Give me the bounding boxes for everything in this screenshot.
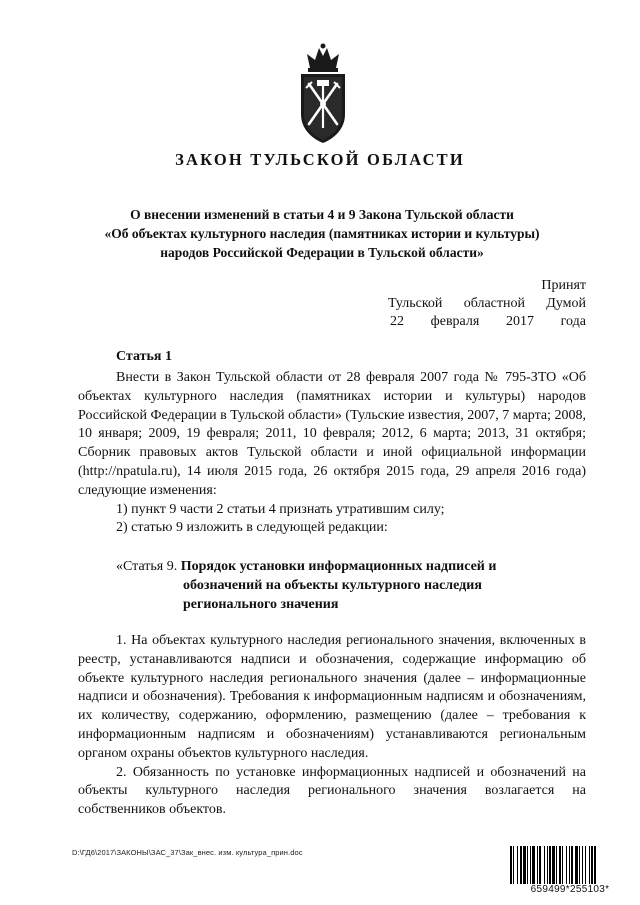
date-day: 22 [390, 314, 404, 329]
law-title: ЗАКОН ТУЛЬСКОЙ ОБЛАСТИ [175, 150, 465, 169]
date-suffix: года [560, 314, 586, 329]
date-year: 2017 [505, 314, 534, 329]
article-9-paragraph-1: 1. На объектах культурного наследия регионального значения, включенных в реестр, устанавливаются надписи и обозначения, содержащие информацию об объекте культурного наследия регионального значения (далее – информационные надписи и обозначения). Требования к информационным надписям и обозначениям, их количеству, содержанию, оформлению, размещению (далее – требования к информационным надписям и обозначениям) устанавливаются региональным органом охраны объектов культурного наследия. [78, 633, 586, 761]
article-9-prefix: «Статья 9. [116, 559, 178, 574]
tula-coat-of-arms-icon [293, 42, 353, 146]
adopted-word: областной [463, 296, 525, 311]
article-1-item-1: 1) пункт 9 части 2 статьи 4 признать утратившим силу; [116, 501, 445, 517]
adopted-by [388, 295, 586, 313]
adopted-label: Принят [541, 278, 586, 293]
article-9-body [78, 632, 586, 820]
article-1-intro: Внести в Закон Тульской области от 28 февраля 2007 года № 795-ЗТО «Об объектах культурного наследия (памятниках истории и культуры) народов Российской Федерации в Тульской области» (Тульские известия, 2007, 7 марта; 2008, 10 января; 2009, 19 февраля; 2011, 10 февраля; 2012, 6 марта; 2013, 31 октября; Сборник правовых актов Тульской области и иной официальной информации (http://npatula.ru), 14 июля 2015 года, 26 октября 2015 года, 29 апреля 2016 года) следующие изменения: [78, 370, 586, 498]
subject-line: О внесении изменений в статьи 4 и 9 Закона Тульской области [130, 207, 514, 222]
adoption-block [388, 277, 586, 331]
article-9-heading [116, 557, 496, 614]
article-9-title-line: Порядок установки информационных надписей и [180, 559, 497, 574]
adopted-word: Думой [546, 296, 586, 311]
article-1-item-2: 2) статью 9 изложить в следующей редакции: [116, 520, 388, 536]
subject-line: «Об объектах культурного наследия (памятниках истории и культуры) [104, 226, 540, 241]
adopted-word: Тульской [388, 296, 443, 311]
date-month: февраля [430, 314, 480, 329]
article-9-title-line: регионального значения [183, 597, 339, 612]
article-1-body [78, 369, 586, 538]
article-9-title-line: обозначений на объекты культурного наследия [183, 578, 482, 593]
article-9-paragraph-2: 2. Обязанность по установке информационных надписей и обозначений на объекты культурного наследия регионального значения возлагается на собственников объектов. [78, 764, 586, 818]
article-1-heading: Статья 1 [116, 349, 172, 364]
file-path: D:\ГД6\2017\ЗАКОНЫ\ЗАС_37\Зак_внес. изм. культура_прин.doc [72, 848, 303, 857]
subject-line: народов Российской Федерации в Тульской области» [160, 245, 484, 260]
law-subject [60, 205, 584, 262]
adopted-date [388, 313, 586, 331]
barcode-number: 659499*255103* [508, 884, 632, 895]
